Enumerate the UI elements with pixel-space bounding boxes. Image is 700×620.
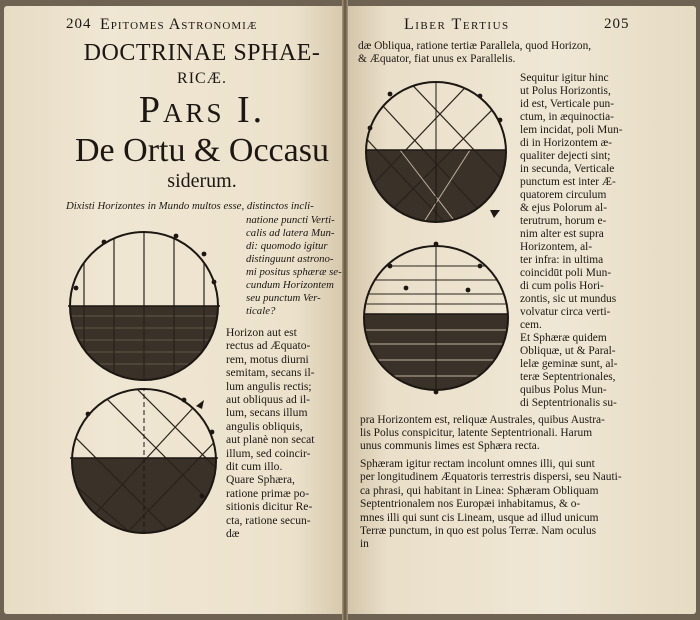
text-line: per longitudinem Æquatoris terrestris dispersi, seu Nauti-: [360, 471, 622, 484]
text-line: rem, motus diurni: [226, 352, 309, 366]
text-line: rectus ad Æquato-: [226, 339, 311, 353]
text-line: Horizon aut est: [226, 326, 297, 339]
text-line: lelæ geminæ sunt, al-: [520, 358, 618, 370]
text-line: teræ Septentrionales,: [520, 371, 616, 383]
text-line: Obliquæ, ut & Paral-: [520, 345, 616, 357]
right-top-text: [358, 40, 591, 66]
text-line: ca phrasi, qui habitant in Linea: Sphæram Obliquam: [360, 484, 599, 497]
text-line: ticale?: [246, 305, 276, 317]
text-line: & ejus Polorum al-: [520, 202, 608, 214]
text-line: cta, ratione secun-: [226, 513, 311, 527]
text-line: lum angulis rectis;: [226, 379, 312, 393]
text-line: semitam, secans il-: [226, 366, 315, 380]
text-line: Horizontem, al-: [520, 241, 593, 253]
part-title: Pars I.: [138, 89, 266, 131]
text-line: Sequitur igitur hinc: [520, 72, 609, 84]
text-line: angulis obliquis,: [226, 419, 303, 433]
text-line: quibus Polus Mun-: [520, 384, 607, 396]
sphere-diagram-obliqua: [64, 386, 230, 536]
text-line: lis Polus conspicitur, latente Septentrionali. Harum: [360, 427, 593, 439]
text-line: zontis, sic ut mundus: [520, 293, 617, 305]
right-paragraph-b: [360, 458, 622, 552]
text-line: cem.: [520, 319, 542, 331]
text-line: dit cum illo.: [226, 460, 283, 474]
text-line: lum, secans illum: [226, 406, 308, 420]
text-line: lem incidat, poli Mun-: [520, 124, 623, 136]
text-line: sitionis dicitur Re-: [226, 500, 313, 514]
text-line: distinguunt astrono-: [246, 253, 334, 265]
text-line: natione puncti Verti-: [246, 214, 335, 226]
text-line: dæ Obliqua, ratione tertiæ Parallela, quod Horizon,: [358, 40, 592, 52]
text-line: quatorem circulum: [520, 189, 607, 201]
text-line: ter infra: in ultima: [520, 254, 604, 266]
text-line: punctum est inter Æ-: [520, 176, 616, 188]
text-line: di Septentrionalis su-: [520, 397, 617, 409]
text-line: Sphæram igitur rectam incolunt omnes illi, qui sunt: [360, 458, 595, 470]
text-line: Quare Sphæra,: [226, 473, 295, 487]
text-line: calis ad latera Mun-: [246, 227, 335, 239]
text-line: nim alter est supra: [520, 228, 604, 240]
text-line: illum, sed coincir-: [226, 446, 311, 460]
text-line: mnes illi qui sunt cis Lineam, usque ad illud unicum: [360, 511, 599, 524]
right-page-number: 205: [604, 16, 630, 32]
text-line: unus communis limes est Sphæra recta.: [360, 440, 540, 452]
right-column-text: [520, 72, 623, 410]
left-running-head: Epitomes Astronomiæ: [100, 16, 258, 33]
text-line: aut obliquus ad il-: [226, 393, 311, 407]
text-line: dæ: [226, 527, 240, 541]
text-line: Septentrionalem nos Europæi inhabitamus, & o-: [360, 498, 581, 511]
text-line: ut Polus Horizontis,: [520, 85, 611, 97]
text-line: mi positus sphæræ se-: [246, 266, 342, 278]
sphere-diagram-obliqua-2: [360, 72, 514, 228]
text-line: volvatur circa verti-: [520, 306, 611, 318]
sphere-diagram-recta: [64, 228, 230, 384]
text-line: ratione primæ po-: [226, 486, 310, 500]
chapter-title-line1: De Ortu & Occasu: [75, 132, 329, 169]
text-line: in secunda, Verticale: [520, 163, 615, 175]
text-line: terutrum, horum e-: [520, 215, 607, 227]
text-line: di cum polis Hori-: [520, 280, 604, 292]
intro-first-line: Dixisti Horizontes in Mundo multos esse, distinctos incli-: [66, 200, 314, 212]
text-line: Terræ punctum, in quo est polus Terræ. Nam oculus: [360, 525, 597, 538]
text-line: seu punctum Ver-: [246, 292, 321, 304]
left-page-number: 204: [66, 16, 92, 32]
text-line: qualiter dejecti sint;: [520, 150, 611, 162]
book-gutter: [342, 0, 348, 620]
doctrine-title-line2: RICÆ.: [177, 70, 227, 87]
text-line: pra Horizontem est, reliquæ Australes, quibus Austra-: [360, 414, 605, 426]
right-running-head: Liber Tertius: [404, 16, 510, 33]
right-paragraph-a: [360, 414, 605, 453]
text-line: & Æquator, fiat unus ex Parallelis.: [358, 53, 516, 65]
doctrine-title-line1: DOCTRINAE SPHAE-: [83, 40, 321, 66]
intro-question: [246, 214, 342, 318]
left-body-text: [226, 326, 315, 541]
text-line: cundum Horizontem: [246, 279, 334, 291]
text-line: Et Sphæræ quidem: [520, 332, 607, 344]
text-line: in: [360, 538, 369, 551]
text-line: coincidūt poli Mun-: [520, 267, 612, 279]
text-line: di: quomodo igitur: [246, 240, 328, 252]
text-line: id est, Verticale pun-: [520, 98, 615, 110]
text-line: di in Horizontem æ-: [520, 137, 613, 149]
sphere-diagram-parallela: [360, 236, 514, 396]
chapter-title-line2: siderum.: [167, 170, 237, 192]
text-line: ctum, in æquinoctia-: [520, 111, 614, 123]
text-line: aut planè non secat: [226, 433, 315, 447]
